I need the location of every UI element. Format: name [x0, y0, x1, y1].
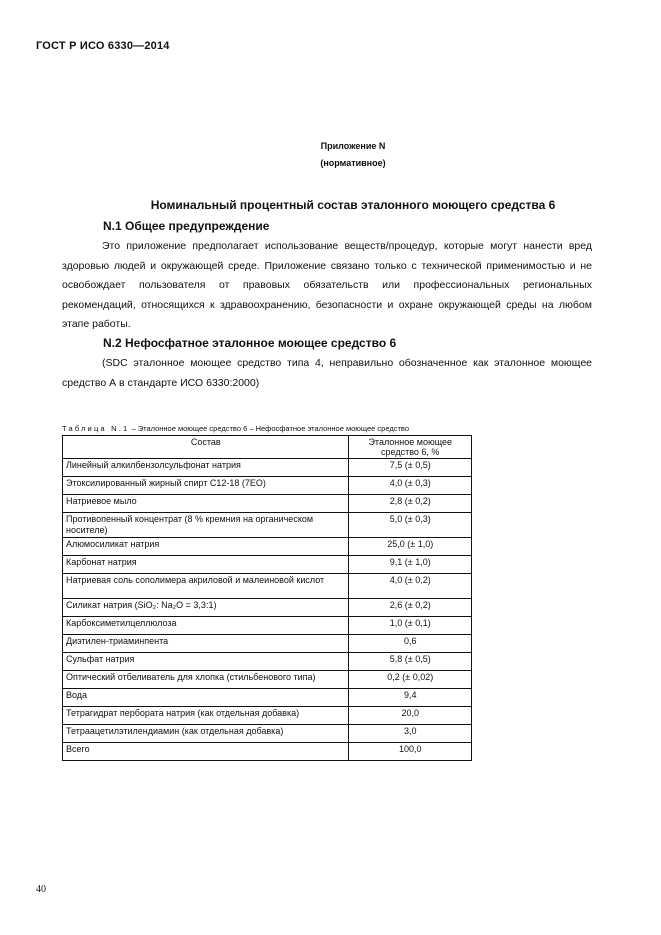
table-row — [63, 477, 472, 495]
component-cell: Линейный алкилбензолсульфонат натрия — [63, 459, 349, 477]
component-cell: Силикат натрия (SiO₂: Na₂O = 3,3:1) — [63, 599, 349, 617]
percent-cell: 5,8 (± 0,5) — [349, 653, 472, 671]
section-text-n2 — [62, 354, 592, 393]
section-text-n1-content: Это приложение предполагает использование веществ/процедур, которые могут нанести вред здоровью людей и окружающей среде. Приложение связано только с технической применимостью и не освобождает пользователя от правовых обязательств или профессиональных региональных рекомендаций, относящихся к здравоохранению, безопасности и охране окружающей среды на любом этапе работы. — [62, 240, 592, 330]
component-cell: Тетраацетилэтилендиамин (как отдельная добавка) — [63, 725, 349, 743]
percent-cell: 100,0 — [349, 743, 472, 761]
page-number: 40 — [36, 884, 46, 895]
percent-cell: 0,6 — [349, 635, 472, 653]
column-header-composition: Состав — [63, 436, 349, 459]
component-cell: Тетрагидрат пербората натрия (как отдельная добавка) — [63, 707, 349, 725]
percent-cell: 0,2 (± 0,02) — [349, 671, 472, 689]
table-row — [63, 617, 472, 635]
table-row — [63, 556, 472, 574]
table-caption-text: – Эталонное моющее средство 6 – Нефосфатное эталонное моющее средство — [129, 424, 409, 433]
percent-cell: 9,1 (± 1,0) — [349, 556, 472, 574]
table-row — [63, 459, 472, 477]
percent-cell: 7,5 (± 0,5) — [349, 459, 472, 477]
component-cell: Натриевая соль сополимера акриловой и малеиновой кислот — [63, 574, 349, 599]
component-cell: Сульфат натрия — [63, 653, 349, 671]
component-cell: Карбонат натрия — [63, 556, 349, 574]
composition-table — [62, 435, 472, 761]
section-heading-n2: N.2 Нефосфатное эталонное моющее средство 6 — [103, 336, 397, 350]
annex-label: Приложение N — [320, 141, 386, 151]
column-header-detergent: Эталонное моющее средство 6, % — [349, 436, 472, 459]
table-row-total — [63, 743, 472, 761]
table-caption — [62, 424, 409, 433]
table-row — [63, 574, 472, 599]
percent-cell: 9,4 — [349, 689, 472, 707]
table-row — [63, 653, 472, 671]
section-heading-n1: N.1 Общее предупреждение — [103, 219, 270, 233]
component-cell: Вода — [63, 689, 349, 707]
component-cell: Всего — [63, 743, 349, 761]
table-row — [63, 689, 472, 707]
section-text-n1 — [62, 237, 592, 335]
component-cell: Карбоксиметилцеллюлоза — [63, 617, 349, 635]
section-text-n2-content: (SDC эталонное моющее средство типа 4, неправильно обозначенное как эталонное моющее средство А в стандарте ИСО 6330:2000) — [62, 357, 592, 389]
table-row — [63, 495, 472, 513]
percent-cell: 5,0 (± 0,3) — [349, 513, 472, 538]
table-row — [63, 599, 472, 617]
table-row — [63, 538, 472, 556]
annex-status: (нормативное) — [320, 158, 386, 168]
component-cell: Натриевое мыло — [63, 495, 349, 513]
percent-cell: 3,0 — [349, 725, 472, 743]
component-cell: Противопенный концентрат (8 % кремния на органическом носителе) — [63, 513, 349, 538]
percent-cell: 2,8 (± 0,2) — [349, 495, 472, 513]
table-row — [63, 513, 472, 538]
table-row — [63, 725, 472, 743]
table-caption-label: Таблица N.1 — [62, 424, 130, 433]
annex-title: Номинальный процентный состав эталонного моющего средства 6 — [150, 198, 556, 212]
component-cell: Алюмосиликат натрия — [63, 538, 349, 556]
component-cell: Этоксилированный жирный спирт С12-18 (7ЕО) — [63, 477, 349, 495]
percent-cell: 4,0 (± 0,2) — [349, 574, 472, 599]
table-row — [63, 635, 472, 653]
component-cell: Оптический отбеливатель для хлопка (стильбенового типа) — [63, 671, 349, 689]
percent-cell: 20,0 — [349, 707, 472, 725]
component-cell: Диэтилен-триаминпента — [63, 635, 349, 653]
percent-cell: 2,6 (± 0,2) — [349, 599, 472, 617]
percent-cell: 4,0 (± 0,3) — [349, 477, 472, 495]
percent-cell: 1,0 (± 0,1) — [349, 617, 472, 635]
standard-header: ГОСТ Р ИСО 6330—2014 — [36, 40, 170, 52]
table-row — [63, 707, 472, 725]
table-row — [63, 671, 472, 689]
percent-cell: 25,0 (± 1,0) — [349, 538, 472, 556]
